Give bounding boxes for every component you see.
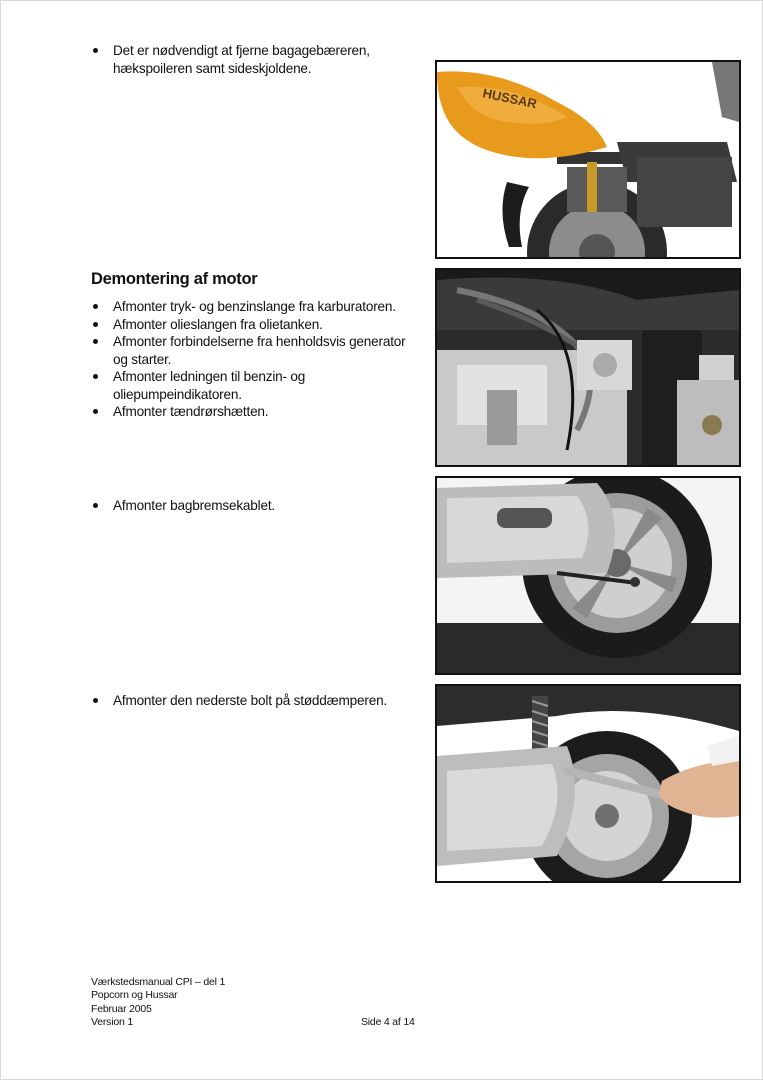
intro-list bbox=[91, 42, 391, 77]
footer-models: Popcorn og Hussar bbox=[91, 989, 178, 1002]
page-number: Side 4 af 14 bbox=[361, 1016, 415, 1028]
section-heading: Demontering af motor bbox=[91, 270, 258, 288]
photo-engine-hoses bbox=[435, 268, 741, 467]
photo-rear-wheel-brake bbox=[435, 476, 741, 675]
list-item: Afmonter bagbremsekablet. bbox=[91, 497, 421, 515]
list-item: Afmonter ledningen til benzin- og oliepumpeindikatoren. bbox=[91, 368, 421, 403]
shock-absorber-illustration bbox=[437, 686, 739, 881]
steps-list-1 bbox=[91, 298, 421, 421]
list-item: Afmonter tryk- og benzinslange fra karburatoren. bbox=[91, 298, 421, 316]
list-item: Afmonter den nederste bolt på støddæmperen. bbox=[91, 692, 421, 710]
footer-version: Version 1 bbox=[91, 1016, 133, 1029]
rear-wheel-illustration bbox=[437, 478, 739, 673]
steps-list-2 bbox=[91, 497, 421, 515]
footer-date: Februar 2005 bbox=[91, 1002, 152, 1015]
list-item: Afmonter olieslangen fra olietanken. bbox=[91, 316, 421, 334]
footer bbox=[91, 976, 225, 1030]
steps-list-3 bbox=[91, 692, 421, 710]
photo-rear-body bbox=[435, 60, 741, 259]
brand-decal: HUSSAR bbox=[481, 85, 539, 112]
list-item: Afmonter tændrørshætten. bbox=[91, 403, 421, 421]
list-item: Afmonter forbindelserne fra henholdsvis generator og starter. bbox=[91, 333, 421, 368]
scooter-rear-illustration bbox=[437, 62, 739, 257]
engine-illustration bbox=[437, 270, 739, 465]
footer-manual-title: Værkstedsmanual CPI – del 1 bbox=[91, 976, 226, 988]
list-item: Det er nødvendigt at fjerne bagagebæreren, hækspoileren samt sideskjoldene. bbox=[91, 42, 391, 77]
photo-shock-bolt bbox=[435, 684, 741, 883]
